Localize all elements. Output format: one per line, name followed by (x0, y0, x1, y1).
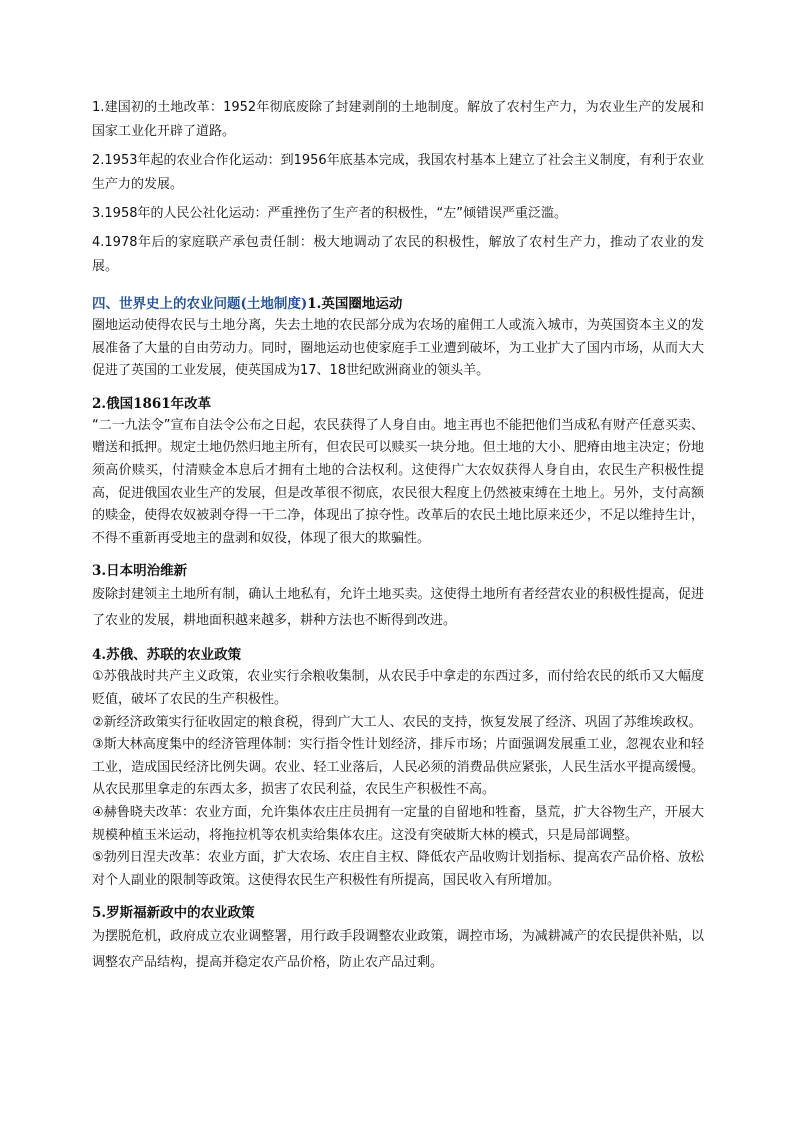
list-item: ③斯大林高度集中的经济管理体制：实行指令性计划经济，排斥市场；片面强调发展重工业，忽视农业和轻工业，造成国民经济比例失调。农业、轻工业落后，人民必须的消费品供应紧张，人民生活水平提高缓慢。从农民那里拿走的东西太多，损害了农民利益，农民生产积极性不高。 (92, 737, 704, 798)
world-agriculture-section (92, 293, 704, 976)
subsection-title: 5.罗斯福新政中的农业政策 (92, 905, 255, 922)
paragraph-new-deal: 为摆脱危机，政府成立农业调整署，用行政手段调整农业政策，调控市场，为减耕减产的农民提供补贴，以调整农产品结构，提高并稳定农产品价格，防止农产品过剩。 (92, 929, 704, 971)
section-heading-prefix: 四、世界史上的农业问题(土地制度) (92, 296, 308, 312)
subsection-title: 2.俄国1861年改革 (92, 395, 212, 412)
subsection-meiji (92, 560, 704, 634)
section-heading (92, 293, 704, 315)
subsection-soviet (92, 644, 704, 892)
land-reform-list (92, 96, 704, 279)
list-item: ①苏俄战时共产主义政策，农业实行余粮收集制，从农民手中拿走的东西过多，而付给农民的纸币又大幅度贬值，破坏了农民的生产积极性。 (92, 669, 704, 707)
list-item: 4.1978年后的家庭联产承包责任制：极大地调动了农民的积极性，解放了农村生产力，推动了农业的发展。 (92, 235, 704, 274)
paragraph-russia: “二一九法令”宣布自法令公布之日起，农民获得了人身自由。地主再也不能把他们当成私有财产任意买卖、赠送和抵押。规定土地仍然归地主所有，但农民可以赎买一块分地。但土地的大小、肥瘠由地主决定；份地须高价赎买，付清赎金本息后才拥有土地的合法权利。这使得广大农奴获得人身自由，农民生产积极性提高，促进俄国农业生产的发展，但是改革很不彻底，农民很大程度上仍然被束缚在土地上。另外，支付高额的赎金，使得农奴被剥夺得一干二净，体现出了掠夺性。改革后的农民土地比原来还少，不足以维持生计，不得不重新再受地主的盘剥和奴役，体现了很大的欺骗性。 (92, 417, 704, 546)
list-item: ⑤勃列日涅夫改革：农业方面，扩大农场、农庄自主权、降低农产品收购计划指标、提高农产品价格、放松对个人副业的限制等政策。这使得农民生产积极性有所提高，国民收入有所增加。 (92, 850, 704, 888)
subsection-title: 4.苏俄、苏联的农业政策 (92, 647, 242, 664)
subsection-russia-1861 (92, 393, 704, 551)
list-item: ②新经济政策实行征收固定的粮食税，得到广大工人、农民的支持，恢复发展了经济、巩固了苏维埃政权。 (92, 714, 702, 730)
paragraph-england: 圈地运动使得农民与土地分离，失去土地的农民部分成为农场的雇佣工人或流入城市，为英国资本主义的发展准备了大量的自由劳动力。同时，圈地运动也使家庭手工业遭到破坏，为工业扩大了国内市场，从而大大促进了英国的工业发展，使英国成为17、18世纪欧洲商业的领头羊。 (92, 318, 704, 379)
subsection-title-england: 1.英国圈地运动 (307, 296, 403, 312)
subsection-new-deal (92, 902, 704, 976)
list-item: ④赫鲁晓夫改革：农业方面，允许集体农庄庄员拥有一定量的自留地和牲畜，垦荒，扩大谷物生产，开展大规模种植玉米运动，将拖拉机等农机卖给集体农庄。这没有突破斯大林的模式，只是局部调整。 (92, 804, 704, 843)
list-item: 1.建国初的土地改革：1952年彻底废除了封建剥削的土地制度。解放了农村生产力，为农业生产的发展和国家工业化开辟了道路。 (92, 100, 704, 139)
list-item: 2.1953年起的农业合作化运动：到1956年底基本完成，我国农村基本上建立了社会主义制度，有利于农业生产力的发展。 (92, 153, 704, 192)
paragraph-meiji: 废除封建领主土地所有制，确认土地私有，允许土地买卖。这使得土地所有者经营农业的积极性提高，促进了农业的发展，耕地面积越来越多，耕种方法也不断得到改进。 (92, 587, 704, 629)
list-item: 3.1958年的人民公社化运动：严重挫伤了生产者的积极性，“左”倾错误严重泛滥。 (92, 206, 567, 221)
subsection-title: 3.日本明治维新 (92, 563, 188, 580)
document-page (92, 96, 704, 976)
